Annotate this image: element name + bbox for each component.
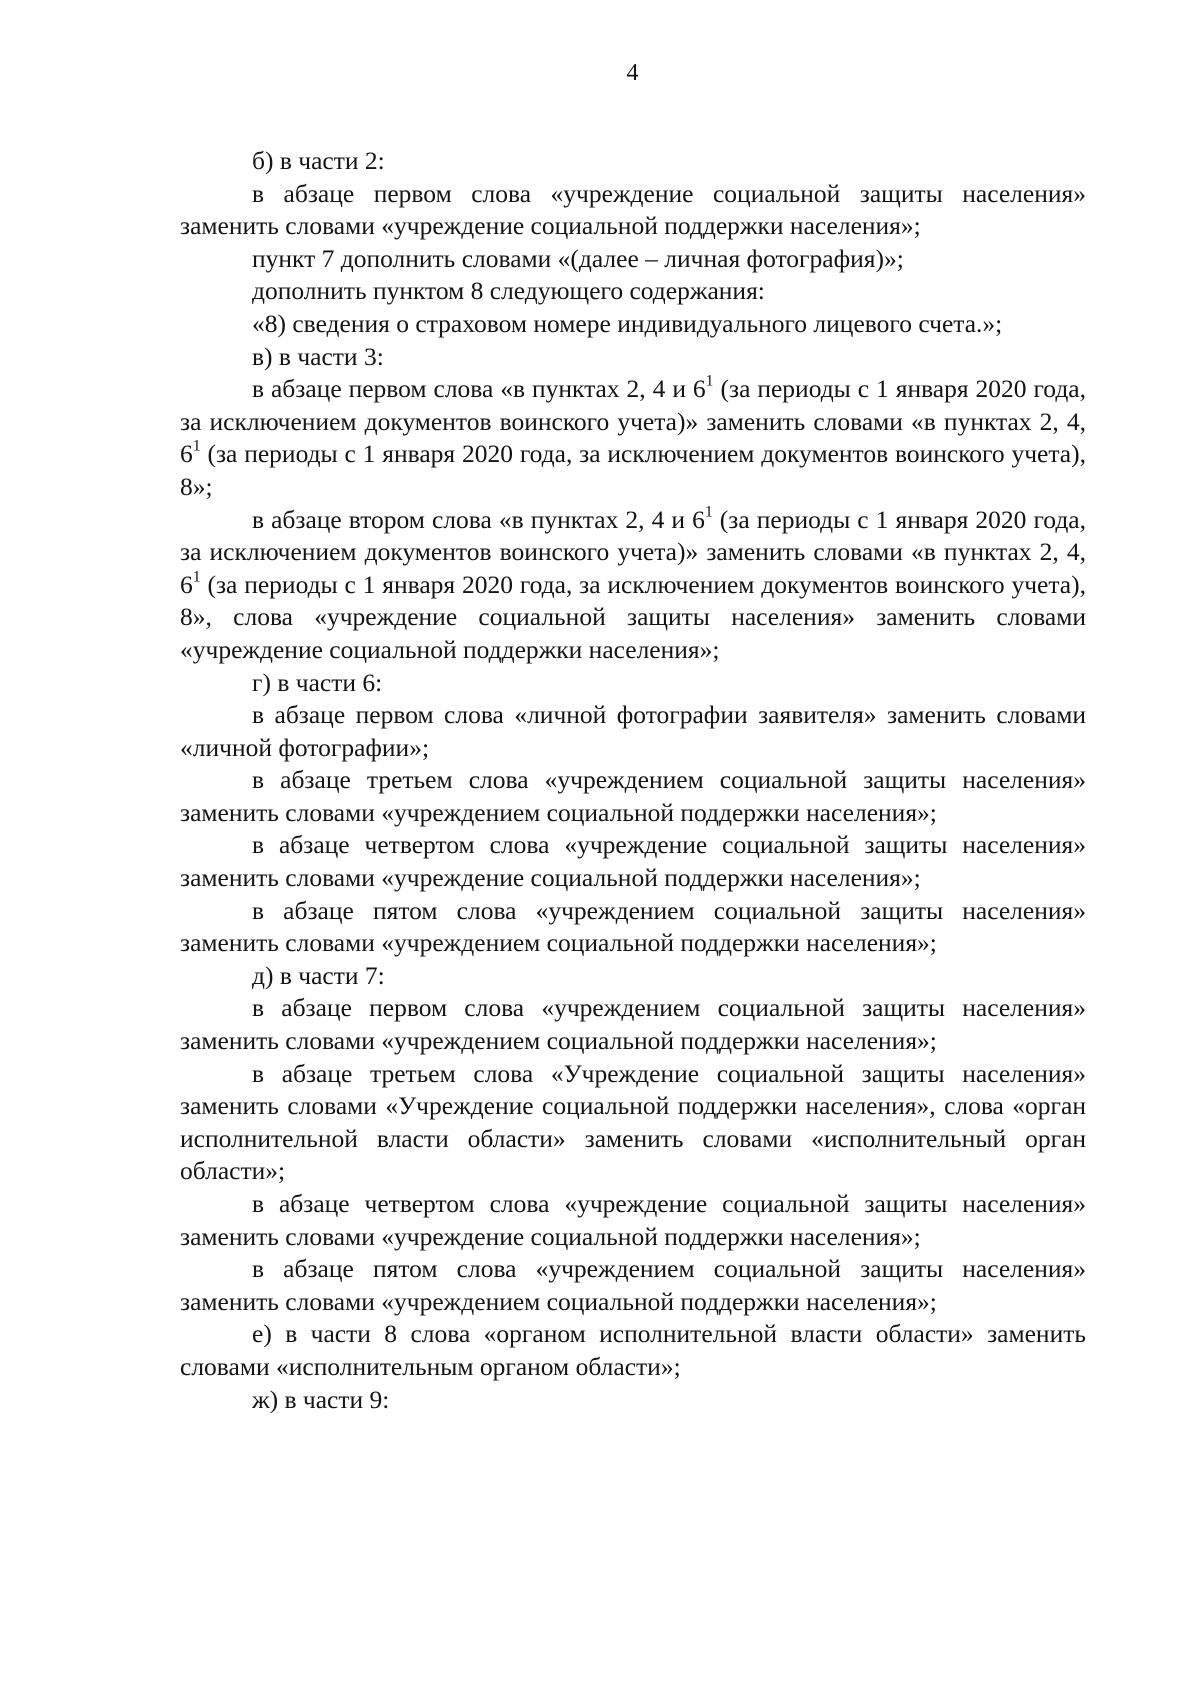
superscript: 1 bbox=[192, 437, 201, 455]
paragraph-amendment: в абзаце первом слова «в пунктах 2, 4 и $6^1$ (за периоды с 1 января 2020 года, за исключением документов воинского учета)» заменить словами «в пунктах 2, 4, $6^1$ (за периоды с 1 января 2020 года, за исключением документов воинского учета), 8»; bbox=[180, 372, 1086, 501]
document-body bbox=[180, 145, 1086, 1416]
paragraph-amendment: в абзаце четвертом слова «учреждение социальной защиты населения» заменить словами «учреждение социальной поддержки населения»; bbox=[180, 830, 1086, 893]
paragraph-amendment: в абзаце четвертом слова «учреждение социальной защиты населения» заменить словами «учреждение социальной поддержки населения»; bbox=[180, 1189, 1086, 1251]
paragraph-amendment: в абзаце первом слова «учреждением социальной защиты населения» заменить словами «учреждением социальной поддержки населения»; bbox=[180, 993, 1086, 1056]
superscript: 1 bbox=[705, 372, 714, 390]
paragraph-amendment: в абзаце третьем слова «Учреждение социальной защиты населения» заменить словами «Учреждение социальной поддержки населения», слова «орган исполнительной власти области» заменить словами «исполнительный орган области»; bbox=[180, 1058, 1086, 1186]
paragraph-amendment: в абзаце третьем слова «учреждением социальной защиты населения» заменить словами «учреждением социальной поддержки населения»; bbox=[180, 765, 1086, 827]
paragraph-amendment: в абзаце пятом слова «учреждением социальной защиты населения» заменить словами «учреждением социальной поддержки населения»; bbox=[180, 895, 1086, 958]
superscript: 1 bbox=[192, 568, 201, 586]
superscript: 1 bbox=[704, 503, 713, 521]
paragraph-amendment: пункт 7 дополнить словами «(далее – личная фотография)»; bbox=[252, 243, 904, 273]
paragraph-g-part-6: г) в части 6: bbox=[252, 667, 383, 697]
paragraph-amendment: «8) сведения о страховом номере индивидуального лицевого счета.»; bbox=[252, 308, 1003, 338]
paragraph-amendment: дополнить пунктом 8 следующего содержания: bbox=[252, 276, 765, 306]
paragraph-amendment: в абзаце первом слова «личной фотографии заявителя» заменить словами «личной фотографии»; bbox=[180, 700, 1086, 762]
paragraph-amendment: в абзаце пятом слова «учреждением социальной защиты населения» заменить словами «учреждением социальной поддержки населения»; bbox=[180, 1254, 1086, 1316]
paragraph-e-part-8: е) в части 8 слова «органом исполнительной власти области» заменить словами «исполнительным органом области»; bbox=[180, 1319, 1086, 1381]
paragraph-zh-part-9: ж) в части 9: bbox=[252, 1384, 390, 1414]
paragraph-amendment: в абзаце втором слова «в пунктах 2, 4 и $6^1$ (за периоды с 1 января 2020 года, за исключением документов воинского учета)» заменить словами «в пунктах 2, 4, $6^1$ (за периоды с 1 января 2020 года, за исключением документов воинского учета), 8», слова «учреждение социальной защиты населения» заменить словами «учреждение социальной поддержки населения»; bbox=[180, 503, 1086, 664]
page-number: 4 bbox=[626, 60, 639, 86]
paragraph-b-part-2: б) в части 2: bbox=[252, 146, 385, 175]
paragraph-d-part-7: д) в части 7: bbox=[252, 960, 385, 990]
paragraph-amendment: в абзаце первом слова «учреждение социальной защиты населения» заменить словами «учреждение социальной поддержки населения»; bbox=[180, 178, 1086, 241]
paragraph-v-part-3: в) в части 3: bbox=[252, 341, 384, 371]
